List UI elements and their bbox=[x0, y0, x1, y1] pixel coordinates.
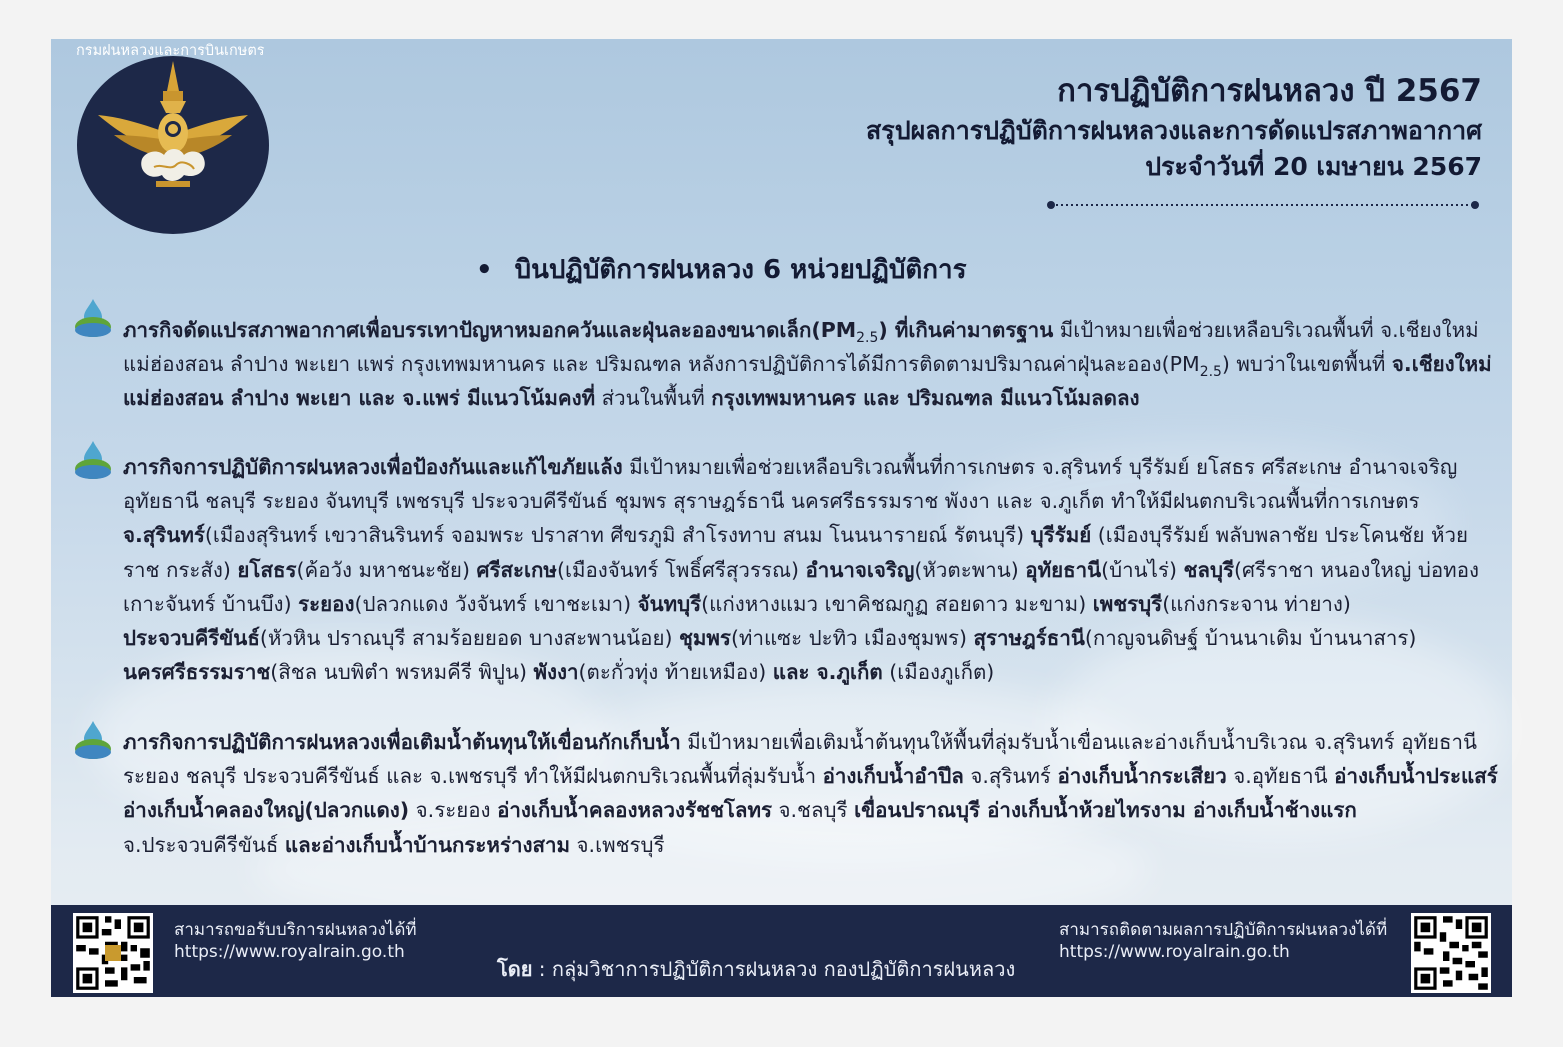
section-pm25: ภารกิจดัดแปรสภาพอากาศเพื่อบรรเทาปัญหาหมอกควันและฝุ่นละอองขนาดเล็ก$(PM_{2.5})$ ที่เกินค่ามาตรฐาน มีเป้าหมายเพื่อช่วยเหลือบริเวณพื้นที่ จ.เชียงใหม่ แม่ฮ่องสอน ลำปาง พะเยา แพร่ กรุงเทพมหานคร และ ปริมณฑล หลังการปฏิบัติการได้มีการติดตามปริมาณค่าฝุ่นละออง$(PM_{2.5})$ พบว่าในเขตพื้นที่ จ.เชียงใหม่ แม่ฮ่องสอน ลำปาง พะเยา และ จ.แพร่ มีแนวโน้มคงที่ ส่วนในพื้นที่ กรุงเทพมหานคร และ ปริมณฑล มีแนวโน้มลดลง bbox=[123, 318, 1492, 411]
footer-right-text: สามารถติดตามผลการปฏิบัติการฝนหลวงได้ที่ https://www.royalrain.go.th bbox=[1059, 920, 1388, 962]
page-title: การปฏิบัติการฝนหลวง ปี 2567 bbox=[1057, 73, 1482, 109]
main-heading-text: บินปฏิบัติการฝนหลวง 6 หน่วยปฏิบัติการ bbox=[514, 255, 967, 285]
page-subtitle: สรุปผลการปฏิบัติการฝนหลวงและการดัดแปรสภาพอากาศ bbox=[866, 116, 1482, 145]
bullet-dot: • bbox=[476, 255, 493, 285]
logo-text: กรมฝนหลวงและการบินเกษตร bbox=[76, 43, 265, 59]
footer-credit: โดย : กลุ่มวิชาการปฏิบัติการฝนหลวง กองปฏิบัติการฝนหลวง bbox=[497, 957, 1016, 981]
results-link[interactable]: https://www.royalrain.go.th bbox=[1059, 942, 1290, 962]
section-drought: ภารกิจการปฏิบัติการฝนหลวงเพื่อป้องกันและแก้ไขภัยแล้ง มีเป้าหมายเพื่อช่วยเหลือบริเวณพื้นที่การเกษตร จ.สุรินทร์ บุรีรัมย์ ยโสธร ศรีสะเกษ อำนาจเจริญ อุทัยธานี ชลบุรี ระยอง จันทบุรี เพชรบุรี ประจวบคีรีขันธ์ ชุมพร สุราษฎร์ธานี นครศรีธรรมราช พังงา และ จ.ภูเก็ต ทำให้มีฝนตกบริเวณพื้นที่การเกษตร จ.สุรินทร์(เมืองสุรินทร์ เขวาสินรินทร์ จอมพระ ปราสาท ศีขรภูมิ สำโรงทาบ สนม โนนนารายณ์ รัตนบุรี) บุรีรัมย์ (เมืองบุรีรัมย์ พลับพลาชัย ประโคนชัย ห้วยราช กระสัง) ยโสธร(ค้อวัง มหาชนะชัย) ศรีสะเกษ(เมืองจันทร์ โพธิ์ศรีสุวรรณ) อำนาจเจริญ(หัวตะพาน) อุทัยธานี(บ้านไร่) ชลบุรี(ศรีราชา หนองใหญ่ บ่อทอง เกาะจันทร์ บ้านบึง) ระยอง(ปลวกแดง วังจันทร์ เขาชะเมา) จันทบุรี(แก่งหางแมว เขาคิชฌกูฏ สอยดาว มะขาม) เพชรบุรี(แก่งกระจาน ท่ายาง) ประจวบคีรีขันธ์(หัวหิน ปราณบุรี สามร้อยยอด บางสะพานน้อย) ชุมพร(ท่าแซะ ปะทิว เมืองชุมพร) สุราษฎร์ธานี(กาญจนดิษฐ์ บ้านนาเดิม บ้านนาสาร) นครศรีธรรมราช(สิชล นบพิตำ พรหมคีรี พิปูน) พังงา(ตะกั่วทุ่ง ท้ายเหมือง) และ จ.ภูเก็ต (เมืองภูเก็ต) bbox=[123, 455, 1480, 685]
water-drop-globe-icon bbox=[73, 719, 113, 761]
infographic-card bbox=[51, 39, 1512, 997]
footer bbox=[51, 905, 1512, 997]
main-heading bbox=[476, 249, 967, 290]
page-date: ประจำวันที่ 20 เมษายน 2567 bbox=[1145, 152, 1482, 181]
service-link[interactable]: https://www.royalrain.go.th bbox=[174, 942, 405, 962]
water-drop-globe-icon bbox=[73, 439, 113, 481]
header bbox=[866, 69, 1482, 185]
footer-left-text: สามารถขอรับบริการฝนหลวงได้ที่ https://www.royalrain.go.th bbox=[174, 920, 417, 962]
garuda-emblem-icon bbox=[76, 43, 270, 236]
qr-code-icon[interactable] bbox=[1411, 913, 1491, 993]
qr-code-icon[interactable] bbox=[73, 913, 153, 993]
header-divider bbox=[1047, 201, 1479, 209]
section-dam: ภารกิจการปฏิบัติการฝนหลวงเพื่อเติมน้ำต้นทุนให้เขื่อนกักเก็บน้ำ มีเป้าหมายเพื่อเติมน้ำต้นทุนให้พื้นที่ลุ่มรับน้ำเขื่อนและอ่างเก็บน้ำบริเวณ จ.สุรินทร์ อุทัยธานี ระยอง ชลบุรี ประจวบคีรีขันธ์ และ จ.เพชรบุรี ทำให้มีฝนตกบริเวณพื้นที่ลุ่มรับน้ำ อ่างเก็บน้ำอำปึล จ.สุรินทร์ อ่างเก็บน้ำกระเสียว จ.อุทัยธานี อ่างเก็บน้ำประแสร์ อ่างเก็บน้ำคลองใหญ่(ปลวกแดง) จ.ระยอง อ่างเก็บน้ำคลองหลวงรัชชโลทร จ.ชลบุรี เขื่อนปราณบุรี อ่างเก็บน้ำห้วยไทรงาม อ่างเก็บน้ำช้างแรก จ.ประจวบคีรีขันธ์ และอ่างเก็บน้ำบ้านกระหร่างสาม จ.เพชรบุรี bbox=[123, 730, 1498, 857]
water-drop-globe-icon bbox=[73, 297, 113, 339]
